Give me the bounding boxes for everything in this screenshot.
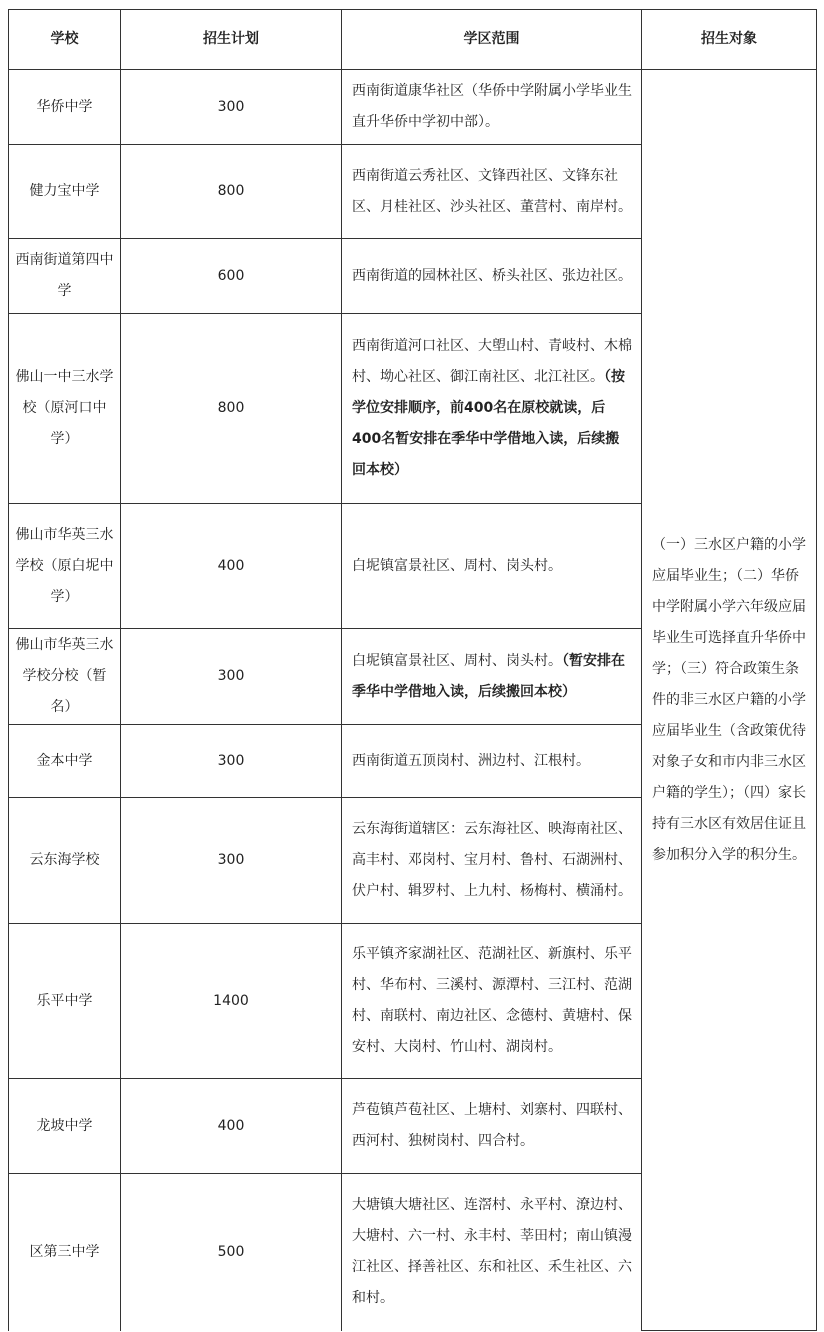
plan-cell: 800 [121, 314, 342, 504]
plan-cell: 300 [121, 725, 342, 798]
area-cell [342, 145, 642, 239]
header-row [9, 10, 817, 70]
school-cell: 西南街道第四中学 [9, 239, 121, 314]
area-cell [342, 798, 642, 924]
area-note: （暂安排在季华中学借地入读，后续搬回本校） [352, 652, 625, 700]
header-school: 学校 [9, 10, 121, 70]
area-cell [342, 1174, 642, 1331]
school-cell: 乐平中学 [9, 924, 121, 1079]
plan-cell: 500 [121, 1174, 342, 1331]
plan-cell: 300 [121, 798, 342, 924]
school-cell: 健力宝中学 [9, 145, 121, 239]
school-cell: 佛山市华英三水学校（原白坭中学） [9, 504, 121, 629]
plan-cell: 300 [121, 70, 342, 145]
area-cell [342, 504, 642, 629]
table-row [9, 70, 817, 145]
school-cell: 云东海学校 [9, 798, 121, 924]
school-cell: 佛山一中三水学校（原河口中学） [9, 314, 121, 504]
area-text: 大塘镇大塘社区、连滘村、永平村、潦边村、大塘村、六一村、永丰村、莘田村；南山镇漫江社区、择善社区、东和社区、禾生社区、六和村。 [352, 1197, 632, 1307]
school-cell: 华侨中学 [9, 70, 121, 145]
area-text: 芦苞镇芦苞社区、上塘村、刘寨村、四联村、西河村、独树岗村、四合村。 [352, 1102, 632, 1149]
plan-cell: 400 [121, 504, 342, 629]
area-cell [342, 70, 642, 145]
school-cell: 佛山市华英三水学校分校（暂名） [9, 629, 121, 725]
plan-cell: 300 [121, 629, 342, 725]
area-text: 西南街道云秀社区、文锋西社区、文锋东社区、月桂社区、沙头社区、董营村、南岸村。 [352, 167, 632, 215]
target-text: （一）三水区户籍的小学应届毕业生；（二）华侨中学附属小学六年级应届毕业生可选择直升华侨中学；（三）符合政策生条件的非三水区户籍的小学应届毕业生（含政策优待对象子女和市内非三水区户籍的学生）；（四）家长持有三水区有效居住证且参加积分入学的积分生。 [652, 536, 806, 863]
header-area: 学区范围 [342, 10, 642, 70]
area-cell [342, 629, 642, 725]
header-plan: 招生计划 [121, 10, 342, 70]
area-cell [342, 239, 642, 314]
header-target: 招生对象 [642, 10, 817, 70]
area-text: 乐平镇齐家湖社区、范湖社区、新旗村、乐平村、华布村、三溪村、源潭村、三江村、范湖村、南联村、南边社区、念德村、黄塘村、保安村、大岗村、竹山村、湖岗村。 [352, 946, 632, 1055]
area-cell [342, 1079, 642, 1174]
area-text: 西南街道康华社区（华侨中学附属小学毕业生直升华侨中学初中部）。 [352, 83, 632, 130]
area-cell [342, 314, 642, 504]
area-text: 白坭镇富景社区、周村、岗头村。 [352, 557, 562, 574]
area-text: 西南街道河口社区、大塱山村、青岐村、木棉村、坳心社区、御江南社区、北江社区。 [352, 338, 632, 385]
plan-cell: 400 [121, 1079, 342, 1174]
plan-cell: 1400 [121, 924, 342, 1079]
plan-cell: 800 [121, 145, 342, 239]
area-cell [342, 924, 642, 1079]
area-text: 西南街道的园林社区、桥头社区、张边社区。 [352, 267, 632, 284]
school-cell: 龙坡中学 [9, 1079, 121, 1174]
area-cell [342, 725, 642, 798]
target-cell [642, 70, 817, 1331]
school-cell: 金本中学 [9, 725, 121, 798]
area-text: 西南街道五顶岗村、洲边村、江根村。 [352, 752, 590, 769]
enrollment-table [8, 9, 817, 1331]
area-note: （按学位安排顺序，前400名在原校就读，后400名暂安排在季华中学借地入读，后续搬回本校） [352, 369, 625, 478]
area-text: 白坭镇富景社区、周村、岗头村。 [352, 652, 562, 669]
plan-cell: 600 [121, 239, 342, 314]
school-cell: 区第三中学 [9, 1174, 121, 1331]
area-text: 云东海街道辖区：云东海社区、映海南社区、高丰村、邓岗村、宝月村、鲁村、石湖洲村、伏户村、辑罗村、上九村、杨梅村、横涌村。 [352, 821, 632, 899]
